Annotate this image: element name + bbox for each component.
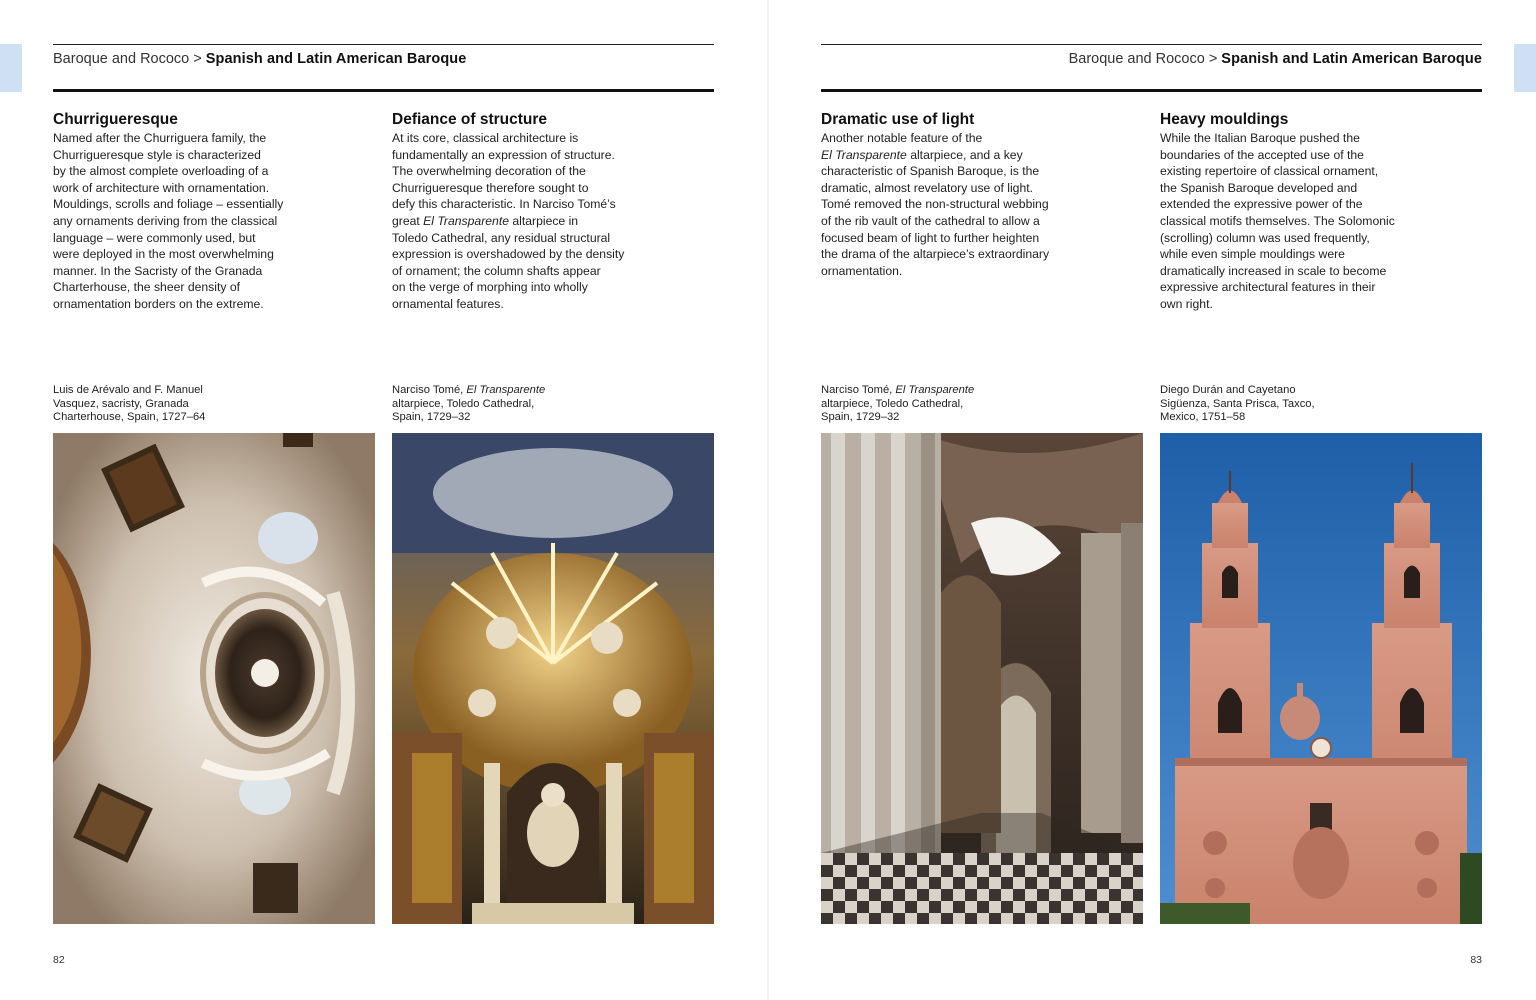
body-line: While the Italian Baroque pushed the (1160, 131, 1360, 145)
body-line: of the rib vault of the cathedral to allow a (821, 213, 1040, 228)
section-body (53, 130, 303, 313)
body-line: Toledo Cathedral, any residual structural (392, 230, 611, 245)
body-line: dramatically increased in scale to become (1160, 263, 1387, 278)
body-line: Churrigueresque style is characterized (53, 147, 261, 162)
body-line (821, 147, 1081, 164)
body-line: ornamentation borders on the extreme. (53, 296, 264, 311)
body-line: expression is overshadowed by the density (392, 247, 625, 262)
body-text-fragment: altarpiece, and a key (906, 147, 1023, 162)
body-line: Another notable feature of the (821, 131, 983, 145)
caption-text-fragment: Narciso Tomé, (392, 384, 467, 396)
body-line: classical motifs themselves. The Solomonic (1160, 213, 1395, 228)
section-title: Churrigueresque (53, 111, 178, 128)
photo-transparente-altarpiece (392, 433, 714, 924)
breadcrumb-section: Baroque and Rococo (1068, 51, 1205, 67)
body-line: The overwhelming decoration of the (392, 164, 586, 179)
caption-line: Spain, 1729–32 (821, 411, 900, 424)
body-line: Charterhouse, the sheer density of (53, 280, 240, 295)
breadcrumb-current: Spanish and Latin American Baroque (205, 51, 467, 67)
body-line: Named after the Churriguera family, the (53, 131, 267, 145)
photo-granada-sacristy (53, 433, 375, 924)
artwork-title: El Transparente (821, 147, 907, 162)
body-line: extended the expressive power of the (1160, 197, 1363, 212)
caption-line (392, 384, 545, 398)
body-line: language – were commonly used, but (53, 230, 256, 245)
caption-line: Vasquez, sacristy, Granada (53, 397, 189, 410)
image-caption (392, 384, 545, 425)
section-tab (1514, 44, 1536, 92)
page-number: 82 (53, 954, 65, 966)
image-caption (821, 384, 974, 425)
body-line (392, 213, 652, 230)
caption-line: Spain, 1729–32 (392, 411, 471, 424)
breadcrumb-separator: > (193, 51, 202, 67)
right-page (768, 0, 1536, 1000)
section-tab (0, 44, 22, 92)
body-line: while even simple mouldings were (1160, 247, 1345, 262)
section-body (821, 130, 1081, 279)
breadcrumb-separator: > (1208, 51, 1218, 67)
header-thick-rule (821, 89, 1482, 92)
header-rule (821, 44, 1482, 45)
body-line: focused beam of light to further heighten (821, 230, 1040, 245)
body-text-fragment: great (392, 213, 424, 228)
section-body (392, 130, 652, 313)
cathedral-interior-image (821, 433, 1143, 924)
caption-line: Sigüenza, Santa Prisca, Taxco, (1160, 397, 1315, 410)
artwork-title: El Transparente (895, 384, 975, 396)
artwork-title: El Transparente (423, 213, 509, 228)
caption-line: Charterhouse, Spain, 1727–64 (53, 411, 206, 424)
body-line: fundamentally an expression of structure. (392, 147, 615, 162)
body-line: ornamental features. (392, 296, 504, 311)
breadcrumb (53, 51, 466, 67)
body-line: ornamentation. (821, 263, 903, 278)
caption-line (821, 384, 974, 398)
caption-line: Diego Durán and Cayetano (1160, 384, 1296, 396)
santa-prisca-facade-image (1160, 433, 1482, 924)
body-line: work of architecture with ornamentation. (53, 180, 270, 195)
photo-toledo-cathedral-interior (821, 433, 1143, 924)
body-line: the drama of the altarpiece’s extraordinary (821, 247, 1050, 262)
page-number: 83 (1470, 954, 1482, 966)
body-text-fragment: altarpiece in (508, 213, 579, 228)
body-line: were deployed in the most overwhelming (53, 247, 274, 262)
body-line: defy this characteristic. In Narciso Tomé’s (392, 197, 616, 212)
artwork-title: El Transparente (466, 384, 546, 396)
caption-line: altarpiece, Toledo Cathedral, (392, 397, 535, 410)
breadcrumb-current: Spanish and Latin American Baroque (1221, 51, 1482, 67)
header-rule (53, 44, 714, 45)
photo-santa-prisca (1160, 433, 1482, 924)
image-caption (1160, 384, 1315, 425)
body-line: Tomé removed the non-structural webbing (821, 197, 1049, 212)
body-line: (scrolling) column was used frequently, (1160, 230, 1370, 245)
breadcrumb-section: Baroque and Rococo (53, 51, 190, 67)
body-line: existing repertoire of classical ornament, (1160, 164, 1379, 179)
header-thick-rule (53, 89, 714, 92)
caption-line: Mexico, 1751–58 (1160, 411, 1246, 424)
altarpiece-image (392, 433, 714, 924)
section-title: Heavy mouldings (1160, 111, 1289, 128)
image-caption (53, 384, 205, 425)
body-line: the Spanish Baroque developed and (1160, 180, 1358, 195)
body-line: At its core, classical architecture is (392, 131, 579, 145)
body-line: boundaries of the accepted use of the (1160, 147, 1364, 162)
body-line: Mouldings, scrolls and foliage – essentially (53, 197, 284, 212)
caption-text-fragment: Narciso Tomé, (821, 384, 896, 396)
caption-line: altarpiece, Toledo Cathedral, (821, 397, 964, 410)
body-line: Churrigueresque therefore sought to (392, 180, 589, 195)
granada-dome-image (53, 433, 375, 924)
body-line: by the almost complete overloading of a (53, 164, 269, 179)
body-line: of ornament; the column shafts appear (392, 263, 601, 278)
body-line: characteristic of Spanish Baroque, is the (821, 164, 1040, 179)
body-line: own right. (1160, 296, 1213, 311)
section-body (1160, 130, 1420, 313)
caption-line: Luis de Arévalo and F. Manuel (53, 384, 203, 396)
section-title: Dramatic use of light (821, 111, 975, 128)
body-line: on the verge of morphing into wholly (392, 280, 588, 295)
body-line: expressive architectural features in their (1160, 280, 1376, 295)
breadcrumb (1069, 51, 1482, 67)
section-title: Defiance of structure (392, 111, 548, 128)
body-line: manner. In the Sacristy of the Granada (53, 263, 263, 278)
body-line: any ornaments deriving from the classical (53, 213, 278, 228)
body-line: dramatic, almost revelatory use of light. (821, 180, 1034, 195)
